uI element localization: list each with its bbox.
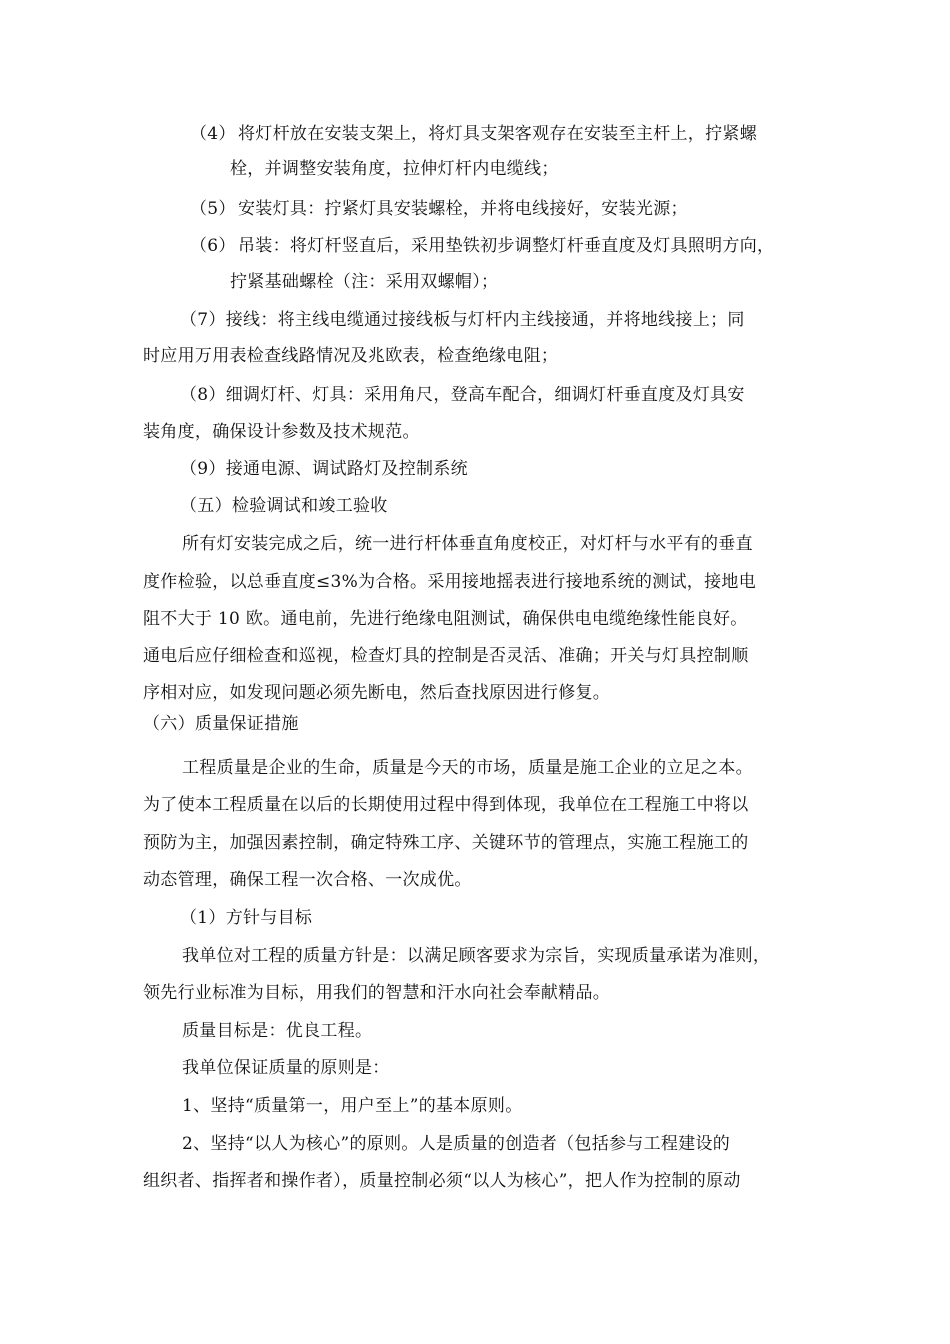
list-item-5	[190, 198, 688, 220]
list-item-4-continued: 栓，并调整安装角度，拉伸灯杆内电缆线；	[230, 159, 559, 179]
quality-line-2: 为了使本工程质量在以后的长期使用过程中得到体现，我单位在工程施工中将以	[143, 795, 749, 815]
principle-intro: 我单位保证质量的原则是：	[182, 1058, 390, 1078]
quality-line-4: 动态管理，确保工程一次合格、一次成优。	[143, 870, 472, 890]
principle-1: 1、坚持“质量第一，用户至上”的基本原则。	[182, 1096, 523, 1116]
inspection-line-4: 通电后应仔细检查和巡视，检查灯具的控制是否灵活、准确；开关与灯具控制顺	[143, 646, 749, 666]
principle-2-line-1: 2、坚持“以人为核心”的原则。人是质量的创造者（包括参与工程建设的	[182, 1134, 731, 1154]
quality-target: 质量目标是：优良工程。	[182, 1021, 373, 1041]
list-item-4	[190, 123, 757, 145]
paragraph-8-line-2: 装角度，确保设计参数及技术规范。	[143, 422, 420, 442]
inspection-line-5: 序相对应，如发现问题必须先断电，然后查找原因进行修复。	[143, 683, 611, 703]
item-text: 吊装：将灯杆竖直后，采用垫铁初步调整灯杆垂直度及灯具照明方向，	[238, 236, 775, 256]
inspection-line-1: 所有灯安装完成之后，统一进行杆体垂直角度校正，对灯杆与水平有的垂直	[182, 534, 753, 554]
quality-line-1: 工程质量是企业的生命，质量是今天的市场，质量是施工企业的立足之本。	[182, 758, 753, 778]
list-item-6-continued: 拧紧基础螺栓（注：采用双螺帽）；	[230, 272, 499, 292]
quality-line-3: 预防为主，加强因素控制，确定特殊工序、关键环节的管理点，实施工程施工的	[143, 833, 749, 853]
item-number: （4）	[190, 124, 236, 144]
item-text: 将灯杆放在安装支架上，将灯具支架客观存在安装至主杆上，拧紧螺	[238, 124, 757, 144]
paragraph-9: （9）接通电源、调试路灯及控制系统	[180, 459, 468, 479]
item-number: （6）	[190, 236, 236, 256]
inspection-line-3: 阻不大于 10 欧。通电前，先进行绝缘电阻测试，确保供电电缆绝缘性能良好。	[143, 609, 748, 629]
section-heading-6: （六）质量保证措施	[143, 714, 299, 734]
policy-heading: （1）方针与目标	[180, 908, 313, 928]
section-heading-5: （五）检验调试和竣工验收	[180, 496, 388, 516]
paragraph-7-line-1: （7）接线：将主线电缆通过接线板与灯杆内主线接通，并将地线接上；同	[180, 310, 745, 330]
item-text: 安装灯具：拧紧灯具安装螺栓，并将电线接好，安装光源；	[238, 199, 688, 219]
principle-2-line-2: 组织者、指挥者和操作者），质量控制必须“以人为核心”，把人作为控制的原动	[143, 1171, 741, 1191]
list-item-6	[190, 235, 774, 257]
paragraph-7-line-2: 时应用万用表检查线路情况及兆欧表，检查绝缘电阻；	[143, 346, 559, 366]
policy-line-1: 我单位对工程的质量方针是：以满足顾客要求为宗旨，实现质量承诺为准则，	[182, 946, 771, 966]
item-number: （5）	[190, 199, 236, 219]
policy-line-2: 领先行业标准为目标，用我们的智慧和汗水向社会奉献精品。	[143, 983, 611, 1003]
paragraph-8-line-1: （8）细调灯杆、灯具：采用角尺，登高车配合，细调灯杆垂直度及灯具安	[180, 385, 745, 405]
inspection-line-2: 度作检验，以总垂直度≤3%为合格。采用接地摇表进行接地系统的测试，接地电	[143, 572, 757, 592]
